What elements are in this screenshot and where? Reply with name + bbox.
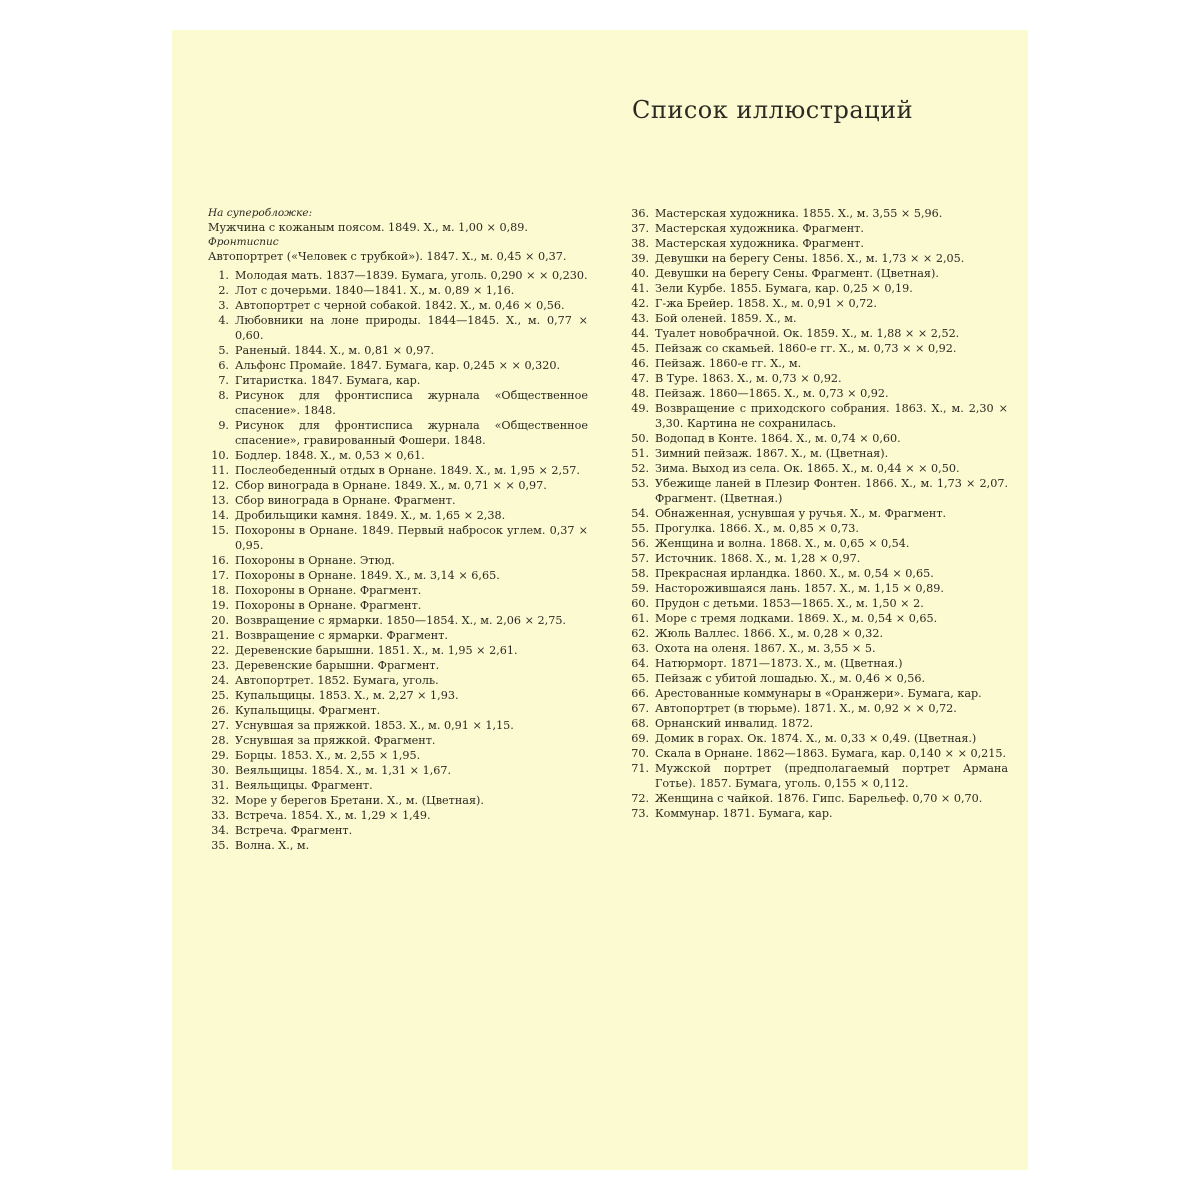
book-page xyxy=(172,30,1028,1170)
list-item xyxy=(208,343,588,358)
list-item xyxy=(628,326,1008,341)
item-number: 61. xyxy=(631,612,649,625)
list-item xyxy=(208,703,588,718)
item-caption: Насторожившаяся лань. 1857. Х., м. 1,15 × 0,89. xyxy=(655,582,944,595)
list-item xyxy=(628,371,1008,386)
item-number: 28. xyxy=(211,734,229,747)
item-caption: Раненый. 1844. Х., м. 0,81 × 0,97. xyxy=(235,344,435,357)
item-caption: Зели Курбе. 1855. Бумага, кар. 0,25 × 0,19. xyxy=(655,282,913,295)
item-caption: Зимний пейзаж. 1867. Х., м. (Цветная). xyxy=(655,447,889,460)
item-caption: Пейзаж. 1860-е гг. Х., м. xyxy=(655,357,802,370)
cover-label: На суперобложке: xyxy=(208,207,313,219)
item-caption: Бодлер. 1848. Х., м. 0,53 × 0,61. xyxy=(235,449,425,462)
list-item xyxy=(628,431,1008,446)
item-number: 41. xyxy=(631,282,649,295)
list-item xyxy=(208,478,588,493)
list-item xyxy=(628,521,1008,536)
list-item xyxy=(208,388,588,418)
item-caption: Гитаристка. 1847. Бумага, кар. xyxy=(235,374,421,387)
item-caption: Волна. Х., м. xyxy=(235,839,310,852)
item-number: 47. xyxy=(631,372,649,385)
item-caption: Сбор винограда в Орнане. 1849. Х., м. 0,71 × × 0,97. xyxy=(235,479,547,492)
right-column xyxy=(628,206,1008,821)
list-item xyxy=(208,823,588,838)
item-caption: Возвращение с приходского собрания. 1863. Х., м. 2,30 × 3,30. Картина не сохранилась. xyxy=(655,402,1008,430)
item-caption: Дробильщики камня. 1849. Х., м. 1,65 × 2,38. xyxy=(235,509,506,522)
item-caption: Деревенские барышни. 1851. Х., м. 1,95 × 2,61. xyxy=(235,644,518,657)
list-item xyxy=(208,568,588,583)
item-number: 13. xyxy=(211,494,229,507)
list-item xyxy=(208,418,588,448)
item-number: 55. xyxy=(631,522,649,535)
item-caption: Домик в горах. Ок. 1874. Х., м. 0,33 × 0,49. (Цветная.) xyxy=(655,732,977,745)
item-number: 29. xyxy=(211,749,229,762)
list-item xyxy=(208,838,588,853)
item-caption: Водопад в Конте. 1864. Х., м. 0,74 × 0,60. xyxy=(655,432,901,445)
item-caption: Любовники на лоне природы. 1844—1845. Х., м. 0,77 × 0,60. xyxy=(235,314,588,342)
list-item xyxy=(628,476,1008,506)
item-number: 1. xyxy=(218,269,229,282)
item-number: 73. xyxy=(631,807,649,820)
page-title: Список иллюстраций xyxy=(632,96,914,124)
item-caption: Альфонс Промайе. 1847. Бумага, кар. 0,245 × × 0,320. xyxy=(235,359,561,372)
item-number: 7. xyxy=(218,374,229,387)
item-caption: Мастерская художника. Фрагмент. xyxy=(655,237,864,250)
list-item xyxy=(208,448,588,463)
item-caption: Коммунар. 1871. Бумага, кар. xyxy=(655,807,833,820)
item-number: 67. xyxy=(631,702,649,715)
item-number: 35. xyxy=(211,839,229,852)
item-caption: Прекрасная ирландка. 1860. Х., м. 0,54 × 0,65. xyxy=(655,567,934,580)
item-caption: Пейзаж с убитой лошадью. Х., м. 0,46 × 0,56. xyxy=(655,672,926,685)
list-item xyxy=(208,268,588,283)
list-item xyxy=(208,763,588,778)
item-number: 68. xyxy=(631,717,649,730)
item-number: 5. xyxy=(218,344,229,357)
list-item xyxy=(208,598,588,613)
item-number: 36. xyxy=(631,207,649,220)
item-caption: Похороны в Орнане. Фрагмент. xyxy=(235,584,422,597)
item-number: 2. xyxy=(218,284,229,297)
item-caption: Мастерская художника. 1855. Х., м. 3,55 × 5,96. xyxy=(655,207,943,220)
item-caption: Г-жа Брейер. 1858. Х., м. 0,91 × 0,72. xyxy=(655,297,877,310)
list-item xyxy=(628,746,1008,761)
item-number: 31. xyxy=(211,779,229,792)
item-caption: Прудон с детьми. 1853—1865. Х., м. 1,50 × 2. xyxy=(655,597,924,610)
item-number: 69. xyxy=(631,732,649,745)
list-item xyxy=(628,626,1008,641)
list-item xyxy=(208,493,588,508)
item-caption: Бой оленей. 1859. Х., м. xyxy=(655,312,797,325)
item-number: 37. xyxy=(631,222,649,235)
item-number: 71. xyxy=(631,762,649,775)
list-item xyxy=(628,551,1008,566)
frontispiece-label: Фронтиспис xyxy=(208,236,279,248)
item-caption: Женщина с чайкой. 1876. Гипс. Барельеф. 0,70 × 0,70. xyxy=(655,792,983,805)
list-item xyxy=(208,778,588,793)
item-caption: Молодая мать. 1837—1839. Бумага, уголь. 0,290 × × 0,230. xyxy=(235,269,588,282)
item-number: 4. xyxy=(218,314,229,327)
item-number: 66. xyxy=(631,687,649,700)
item-number: 42. xyxy=(631,297,649,310)
list-item xyxy=(628,701,1008,716)
item-number: 21. xyxy=(211,629,229,642)
list-item xyxy=(628,671,1008,686)
list-item xyxy=(628,716,1008,731)
item-number: 6. xyxy=(218,359,229,372)
item-number: 39. xyxy=(631,252,649,265)
item-caption: Зима. Выход из села. Ок. 1865. Х., м. 0,44 × × 0,50. xyxy=(655,462,960,475)
list-item xyxy=(628,251,1008,266)
item-caption: В Туре. 1863. Х., м. 0,73 × 0,92. xyxy=(655,372,842,385)
item-number: 50. xyxy=(631,432,649,445)
list-item xyxy=(628,386,1008,401)
list-item xyxy=(628,446,1008,461)
item-number: 27. xyxy=(211,719,229,732)
item-number: 70. xyxy=(631,747,649,760)
list-item xyxy=(628,221,1008,236)
item-number: 8. xyxy=(218,389,229,402)
item-number: 17. xyxy=(211,569,229,582)
item-number: 49. xyxy=(631,402,649,415)
list-item xyxy=(628,761,1008,791)
item-caption: Купальщицы. 1853. Х., м. 2,27 × 1,93. xyxy=(235,689,459,702)
item-caption: Пейзаж со скамьей. 1860-е гг. Х., м. 0,73 × × 0,92. xyxy=(655,342,957,355)
list-item xyxy=(208,628,588,643)
list-item xyxy=(208,613,588,628)
item-caption: Источник. 1868. Х., м. 1,28 × 0,97. xyxy=(655,552,861,565)
list-item xyxy=(628,296,1008,311)
item-caption: Рисунок для фронтисписа журнала «Общественное спасение». 1848. xyxy=(235,389,588,417)
item-caption: Море с тремя лодками. 1869. Х., м. 0,54 × 0,65. xyxy=(655,612,938,625)
item-number: 56. xyxy=(631,537,649,550)
item-caption: Возвращение с ярмарки. 1850—1854. Х., м. 2,06 × 2,75. xyxy=(235,614,566,627)
item-number: 33. xyxy=(211,809,229,822)
item-caption: Похороны в Орнане. Этюд. xyxy=(235,554,395,567)
item-caption: Туалет новобрачной. Ок. 1859. Х., м. 1,88 × × 2,52. xyxy=(655,327,960,340)
frontispiece-caption: Автопортрет («Человек с трубкой»). 1847. Х., м. 0,45 × 0,37. xyxy=(208,250,567,263)
item-number: 45. xyxy=(631,342,649,355)
item-number: 20. xyxy=(211,614,229,627)
item-number: 11. xyxy=(211,464,229,477)
illustration-list-right xyxy=(628,206,1008,821)
item-number: 60. xyxy=(631,597,649,610)
item-caption: Похороны в Орнане. 1849. Первый набросок углем. 0,37 × 0,95. xyxy=(235,524,588,552)
list-item xyxy=(628,806,1008,821)
list-item xyxy=(208,298,588,313)
item-caption: Охота на оленя. 1867. Х., м. 3,55 × 5. xyxy=(655,642,876,655)
item-caption: Автопортрет. 1852. Бумага, уголь. xyxy=(235,674,439,687)
item-number: 48. xyxy=(631,387,649,400)
item-caption: Веяльщицы. Фрагмент. xyxy=(235,779,373,792)
item-number: 12. xyxy=(211,479,229,492)
item-number: 14. xyxy=(211,509,229,522)
list-item xyxy=(208,553,588,568)
item-caption: Уснувшая за пряжкой. 1853. Х., м. 0,91 × 1,15. xyxy=(235,719,514,732)
list-item xyxy=(208,718,588,733)
list-item xyxy=(628,266,1008,281)
list-item xyxy=(628,401,1008,431)
item-caption: Девушки на берегу Сены. 1856. Х., м. 1,73 × × 2,05. xyxy=(655,252,965,265)
item-number: 43. xyxy=(631,312,649,325)
list-item xyxy=(628,596,1008,611)
item-number: 44. xyxy=(631,327,649,340)
item-number: 64. xyxy=(631,657,649,670)
list-item xyxy=(208,688,588,703)
left-column xyxy=(208,206,588,853)
list-item xyxy=(628,641,1008,656)
item-caption: Встреча. Фрагмент. xyxy=(235,824,353,837)
item-caption: Автопортрет с черной собакой. 1842. Х., м. 0,46 × 0,56. xyxy=(235,299,565,312)
list-item xyxy=(208,313,588,343)
list-item xyxy=(628,536,1008,551)
item-caption: Мужской портрет (предполагаемый портрет Армана Готье). 1857. Бумага, уголь. 0,155 × 0,112. xyxy=(655,762,1008,790)
item-caption: Жюль Валлес. 1866. Х., м. 0,28 × 0,32. xyxy=(655,627,884,640)
list-item xyxy=(208,808,588,823)
item-caption: Убежище ланей в Плезир Фонтен. 1866. Х., м. 1,73 × 2,07. Фрагмент. (Цветная.) xyxy=(655,477,1008,505)
item-caption: Уснувшая за пряжкой. Фрагмент. xyxy=(235,734,436,747)
item-number: 10. xyxy=(211,449,229,462)
item-caption: Послеобеденный отдых в Орнане. 1849. Х., м. 1,95 × 2,57. xyxy=(235,464,580,477)
item-number: 18. xyxy=(211,584,229,597)
item-caption: Борцы. 1853. Х., м. 2,55 × 1,95. xyxy=(235,749,421,762)
item-number: 19. xyxy=(211,599,229,612)
illustration-list-left xyxy=(208,268,588,853)
item-caption: Натюрморт. 1871—1873. Х., м. (Цветная.) xyxy=(655,657,903,670)
list-item xyxy=(208,373,588,388)
item-number: 30. xyxy=(211,764,229,777)
item-number: 72. xyxy=(631,792,649,805)
item-number: 25. xyxy=(211,689,229,702)
item-number: 24. xyxy=(211,674,229,687)
list-item xyxy=(208,658,588,673)
item-number: 3. xyxy=(218,299,229,312)
item-caption: Прогулка. 1866. Х., м. 0,85 × 0,73. xyxy=(655,522,859,535)
item-number: 54. xyxy=(631,507,649,520)
item-number: 26. xyxy=(211,704,229,717)
item-number: 46. xyxy=(631,357,649,370)
list-item xyxy=(628,311,1008,326)
item-number: 62. xyxy=(631,627,649,640)
list-item xyxy=(208,643,588,658)
item-number: 51. xyxy=(631,447,649,460)
item-caption: Море у берегов Бретани. Х., м. (Цветная). xyxy=(235,794,484,807)
item-number: 16. xyxy=(211,554,229,567)
list-item xyxy=(208,523,588,553)
item-caption: Возвращение с ярмарки. Фрагмент. xyxy=(235,629,448,642)
item-number: 58. xyxy=(631,567,649,580)
item-number: 40. xyxy=(631,267,649,280)
item-caption: Мастерская художника. Фрагмент. xyxy=(655,222,864,235)
cover-caption: Мужчина с кожаным поясом. 1849. Х., м. 1,00 × 0,89. xyxy=(208,221,528,234)
list-item xyxy=(628,356,1008,371)
item-caption: Веяльщицы. 1854. Х., м. 1,31 × 1,67. xyxy=(235,764,452,777)
item-number: 34. xyxy=(211,824,229,837)
item-number: 53. xyxy=(631,477,649,490)
item-number: 52. xyxy=(631,462,649,475)
item-caption: Сбор винограда в Орнане. Фрагмент. xyxy=(235,494,456,507)
list-item xyxy=(208,508,588,523)
list-item xyxy=(208,583,588,598)
item-caption: Похороны в Орнане. Фрагмент. xyxy=(235,599,422,612)
item-caption: Встреча. 1854. Х., м. 1,29 × 1,49. xyxy=(235,809,431,822)
list-item xyxy=(628,281,1008,296)
list-item xyxy=(208,748,588,763)
item-number: 23. xyxy=(211,659,229,672)
item-caption: Арестованные коммунары в «Оранжери». Бумага, кар. xyxy=(655,687,982,700)
item-caption: Обнаженная, уснувшая у ручья. Х., м. Фрагмент. xyxy=(655,507,947,520)
item-caption: Скала в Орнане. 1862—1863. Бумага, кар. 0,140 × × 0,215. xyxy=(655,747,1007,760)
item-caption: Деревенские барышни. Фрагмент. xyxy=(235,659,440,672)
list-item xyxy=(208,358,588,373)
item-number: 22. xyxy=(211,644,229,657)
list-item xyxy=(628,731,1008,746)
list-item xyxy=(628,581,1008,596)
list-item xyxy=(628,686,1008,701)
item-number: 65. xyxy=(631,672,649,685)
item-caption: Купальщицы. Фрагмент. xyxy=(235,704,381,717)
list-item xyxy=(628,791,1008,806)
item-number: 15. xyxy=(211,524,229,537)
item-number: 63. xyxy=(631,642,649,655)
list-item xyxy=(208,463,588,478)
item-number: 32. xyxy=(211,794,229,807)
item-caption: Женщина и волна. 1868. Х., м. 0,65 × 0,54. xyxy=(655,537,910,550)
item-caption: Похороны в Орнане. 1849. Х., м. 3,14 × 6,65. xyxy=(235,569,500,582)
list-item xyxy=(628,236,1008,251)
list-item xyxy=(208,733,588,748)
list-item xyxy=(628,461,1008,476)
item-caption: Рисунок для фронтисписа журнала «Общественное спасение», гравированный Фошери. 1848. xyxy=(235,419,588,447)
item-number: 38. xyxy=(631,237,649,250)
item-caption: Лот с дочерьми. 1840—1841. Х., м. 0,89 × 1,16. xyxy=(235,284,515,297)
list-item xyxy=(208,793,588,808)
list-item xyxy=(628,656,1008,671)
item-number: 9. xyxy=(218,419,229,432)
list-item xyxy=(628,206,1008,221)
item-caption: Пейзаж. 1860—1865. Х., м. 0,73 × 0,92. xyxy=(655,387,889,400)
list-item xyxy=(628,566,1008,581)
list-item xyxy=(628,341,1008,356)
list-item xyxy=(628,506,1008,521)
list-item xyxy=(208,673,588,688)
item-number: 59. xyxy=(631,582,649,595)
item-caption: Автопортрет (в тюрьме). 1871. Х., м. 0,92 × × 0,72. xyxy=(655,702,957,715)
list-item xyxy=(628,611,1008,626)
item-caption: Орнанский инвалид. 1872. xyxy=(655,717,814,730)
item-caption: Девушки на берегу Сены. Фрагмент. (Цветная). xyxy=(655,267,939,280)
item-number: 57. xyxy=(631,552,649,565)
list-item xyxy=(208,283,588,298)
